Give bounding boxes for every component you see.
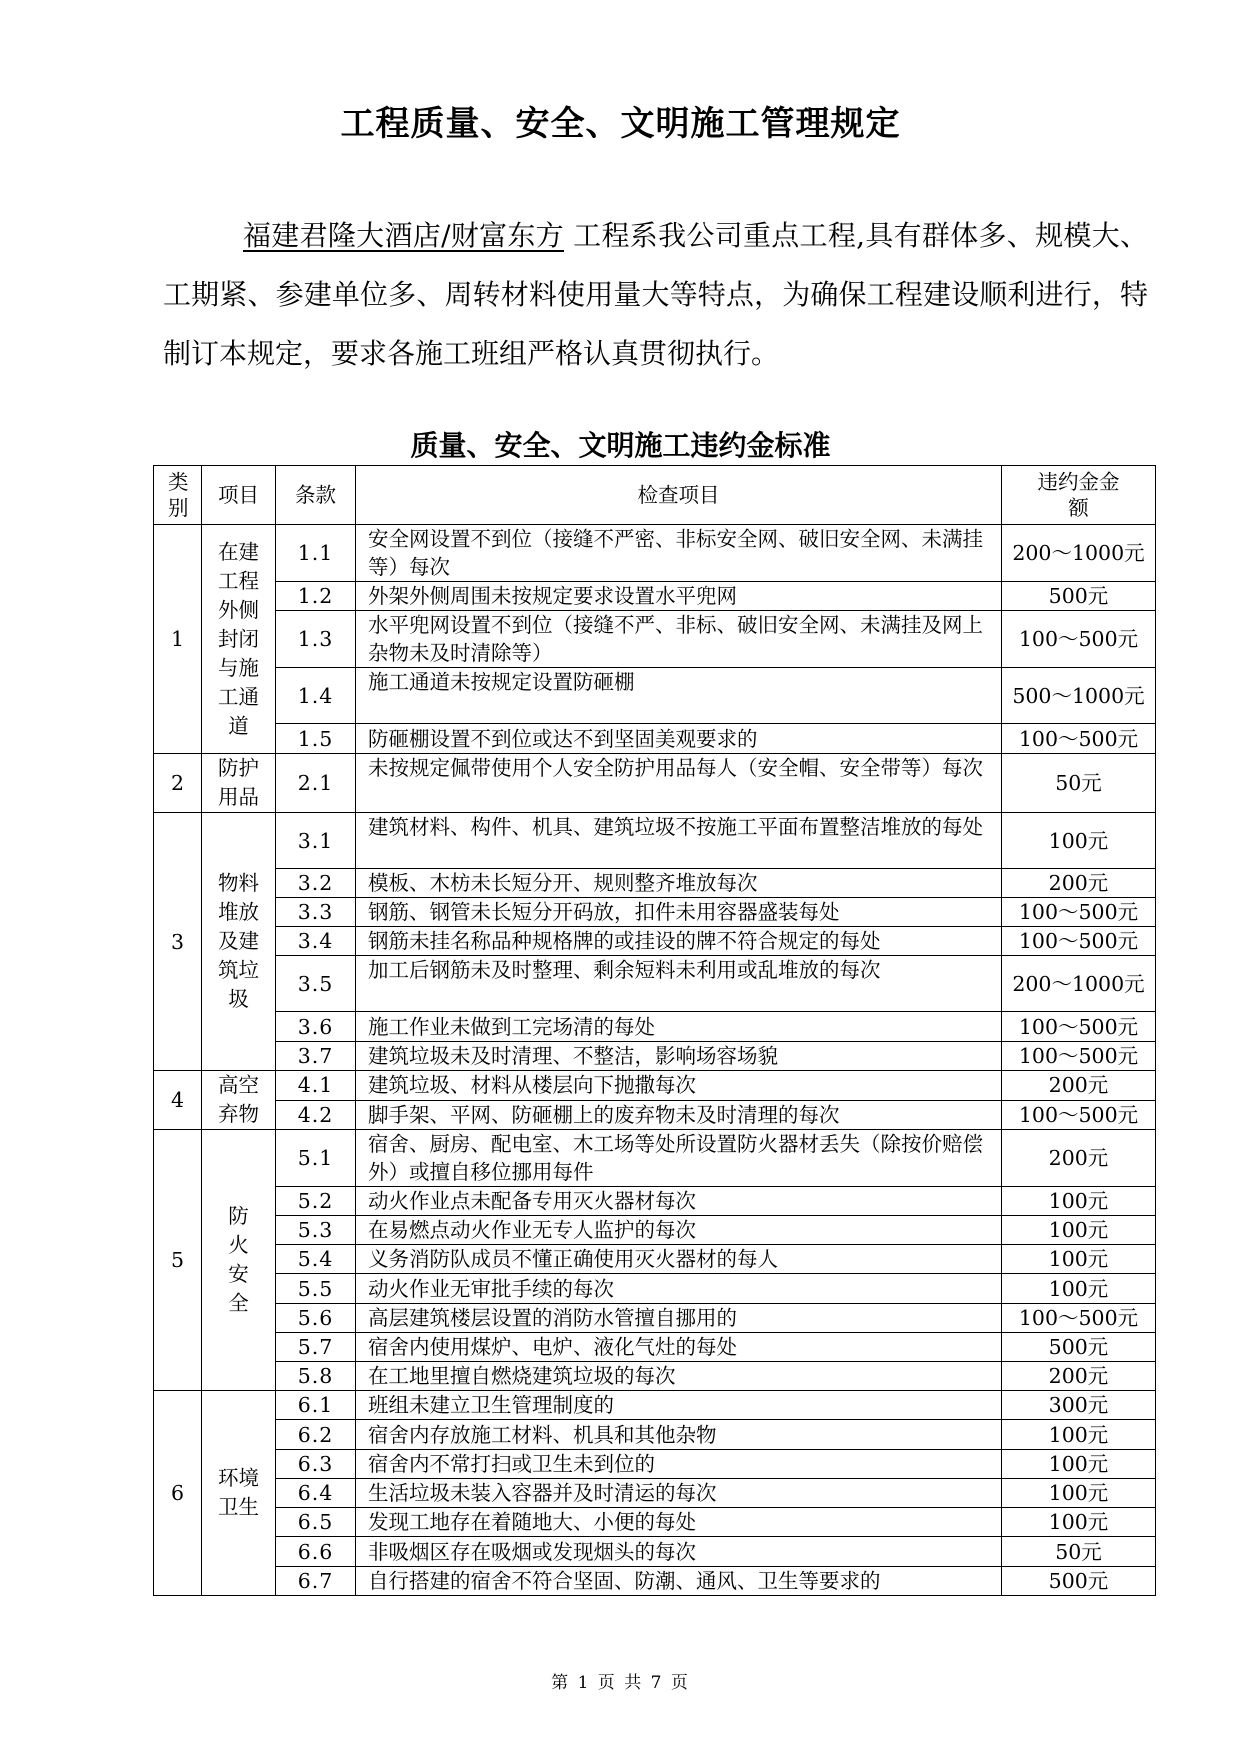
check-item: 自行搭建的宿舍不符合坚固、防潮、通风、卫生等要求的 [356, 1567, 1002, 1596]
category-number: 1 [154, 525, 202, 754]
table-row [154, 525, 1156, 582]
category-number: 2 [154, 754, 202, 813]
table-row [154, 1012, 1156, 1042]
item-name: 在建工程外侧封闭与施工通道 [202, 525, 276, 754]
table-row [154, 1391, 1156, 1420]
category-number: 6 [154, 1391, 202, 1596]
clause-number: 6.5 [276, 1508, 356, 1537]
check-item: 建筑垃圾、材料从楼层向下抛撒每次 [356, 1071, 1002, 1101]
clause-number: 3.4 [276, 927, 356, 956]
table-row [154, 898, 1156, 927]
clause-number: 3.3 [276, 898, 356, 927]
penalty-amount: 200元 [1002, 1130, 1156, 1187]
clause-number: 4.2 [276, 1100, 356, 1130]
penalty-amount: 200～1000元 [1002, 525, 1156, 582]
table-row [154, 1537, 1156, 1567]
penalty-amount: 100元 [1002, 1216, 1156, 1245]
penalty-amount: 100～500元 [1002, 1012, 1156, 1042]
clause-number: 1.1 [276, 525, 356, 582]
check-item: 加工后钢筋未及时整理、剩余短料未利用或乱堆放的每次 [356, 956, 1002, 1012]
check-item: 防砸棚设置不到位或达不到坚固美观要求的 [356, 724, 1002, 754]
check-item: 钢筋未挂名称品种规格牌的或挂设的牌不符合规定的每处 [356, 927, 1002, 956]
clause-number: 5.4 [276, 1245, 356, 1274]
table-row [154, 1245, 1156, 1274]
clause-number: 6.1 [276, 1391, 356, 1420]
penalty-amount: 300元 [1002, 1391, 1156, 1420]
table-row [154, 1567, 1156, 1596]
table-row [154, 611, 1156, 668]
check-item: 在工地里擅自燃烧建筑垃圾的每次 [356, 1362, 1002, 1391]
table-row [154, 1130, 1156, 1187]
clause-number: 5.8 [276, 1362, 356, 1391]
table-row [154, 1304, 1156, 1333]
table-row [154, 1216, 1156, 1245]
check-item: 建筑垃圾未及时清理、不整洁，影响场容场貌 [356, 1042, 1002, 1071]
penalty-amount: 100元 [1002, 1479, 1156, 1508]
category-number: 5 [154, 1130, 202, 1391]
header-amount: 违约金金额 [1002, 466, 1156, 525]
penalty-amount: 100～500元 [1002, 724, 1156, 754]
table-row [154, 1071, 1156, 1101]
check-item: 宿舍内不常打扫或卫生未到位的 [356, 1450, 1002, 1479]
table-row [154, 1420, 1156, 1450]
clause-number: 3.2 [276, 869, 356, 898]
clause-number: 2.1 [276, 754, 356, 813]
table-row [154, 1508, 1156, 1537]
penalty-amount: 100～500元 [1002, 898, 1156, 927]
check-item: 宿舍、厨房、配电室、木工场等处所设置防火器材丢失（除按价赔偿外）或擅自移位挪用每件 [356, 1130, 1002, 1187]
table-row [154, 1042, 1156, 1071]
header-item: 项目 [202, 466, 276, 525]
clause-number: 5.7 [276, 1333, 356, 1362]
item-name: 物料堆放及建筑垃圾 [202, 813, 276, 1071]
penalty-amount: 200元 [1002, 1071, 1156, 1101]
penalty-amount: 100～500元 [1002, 1042, 1156, 1071]
penalty-amount: 50元 [1002, 754, 1156, 813]
item-name: 环境卫生 [202, 1391, 276, 1596]
table-title: 质量、安全、文明施工违约金标准 [410, 429, 831, 462]
check-item: 高层建筑楼层设置的消防水管擅自挪用的 [356, 1304, 1002, 1333]
table-row [154, 1187, 1156, 1216]
table-header-row [154, 466, 1156, 525]
clause-number: 3.5 [276, 956, 356, 1012]
clause-number: 5.1 [276, 1130, 356, 1187]
penalty-amount: 100元 [1002, 1420, 1156, 1450]
table-row [154, 754, 1156, 813]
table-row [154, 1362, 1156, 1391]
category-number: 3 [154, 813, 202, 1071]
check-item: 动火作业无审批手续的每次 [356, 1274, 1002, 1304]
clause-number: 5.6 [276, 1304, 356, 1333]
page-footer: 第 1 页 共 7 页 [551, 1673, 690, 1693]
check-item: 施工通道未按规定设置防砸棚 [356, 668, 1002, 724]
check-item: 宿舍内存放施工材料、机具和其他杂物 [356, 1420, 1002, 1450]
check-item: 外架外侧周围未按规定要求设置水平兜网 [356, 582, 1002, 611]
document-title: 工程质量、安全、文明施工管理规定 [340, 104, 901, 144]
table-row [154, 724, 1156, 754]
penalty-amount: 100元 [1002, 813, 1156, 869]
penalty-amount: 100～500元 [1002, 1100, 1156, 1130]
penalty-amount: 50元 [1002, 1537, 1156, 1567]
table-row [154, 1450, 1156, 1479]
penalty-amount: 100～500元 [1002, 611, 1156, 668]
item-name: 防火安全 [202, 1130, 276, 1391]
table-body [154, 525, 1156, 1596]
check-item: 水平兜网设置不到位（接缝不严、非标、破旧安全网、未满挂及网上杂物未及时清除等） [356, 611, 1002, 668]
clause-number: 1.2 [276, 582, 356, 611]
intro-paragraph [163, 206, 1148, 383]
penalty-amount: 500元 [1002, 1567, 1156, 1596]
header-check: 检查项目 [356, 466, 1002, 525]
clause-number: 6.2 [276, 1420, 356, 1450]
penalty-amount: 100元 [1002, 1508, 1156, 1537]
penalty-amount: 200元 [1002, 1362, 1156, 1391]
table-row [154, 813, 1156, 869]
penalty-amount: 100元 [1002, 1245, 1156, 1274]
table-row [154, 1479, 1156, 1508]
check-item: 钢筋、钢管未长短分开码放，扣件未用容器盛装每处 [356, 898, 1002, 927]
check-item: 宿舍内使用煤炉、电炉、液化气灶的每处 [356, 1333, 1002, 1362]
table-row [154, 1333, 1156, 1362]
check-item: 发现工地存在着随地大、小便的每处 [356, 1508, 1002, 1537]
item-name: 高空弃物 [202, 1071, 276, 1130]
check-item: 施工作业未做到工完场清的每处 [356, 1012, 1002, 1042]
penalty-table [153, 465, 1156, 1596]
project-name: 福建君隆大酒店/财富东方 [243, 219, 564, 252]
table-row [154, 582, 1156, 611]
table-row [154, 927, 1156, 956]
category-number: 4 [154, 1071, 202, 1130]
clause-number: 6.7 [276, 1567, 356, 1596]
header-clause: 条款 [276, 466, 356, 525]
check-item: 建筑材料、构件、机具、建筑垃圾不按施工平面布置整洁堆放的每处 [356, 813, 1002, 869]
check-item: 脚手架、平网、防砸棚上的废弃物未及时清理的每次 [356, 1100, 1002, 1130]
clause-number: 6.6 [276, 1537, 356, 1567]
check-item: 在易燃点动火作业无专人监护的每次 [356, 1216, 1002, 1245]
clause-number: 5.3 [276, 1216, 356, 1245]
table-row [154, 869, 1156, 898]
clause-number: 1.4 [276, 668, 356, 724]
clause-number: 5.5 [276, 1274, 356, 1304]
table-row [154, 668, 1156, 724]
penalty-amount: 200元 [1002, 869, 1156, 898]
table-row [154, 956, 1156, 1012]
penalty-amount: 200～1000元 [1002, 956, 1156, 1012]
penalty-amount: 100元 [1002, 1450, 1156, 1479]
penalty-amount: 100元 [1002, 1274, 1156, 1304]
header-category: 类别 [154, 466, 202, 525]
penalty-amount: 500元 [1002, 1333, 1156, 1362]
clause-number: 6.3 [276, 1450, 356, 1479]
clause-number: 1.3 [276, 611, 356, 668]
intro-text: 工程系我公司重点工程,具有群体多、规模大、工期紧、参建单位多、周转材料使用量大等特点，为确保工程建设顺利进行，特制订本规定，要求各施工班组严格认真贯彻执行。 [163, 219, 1148, 370]
check-item: 生活垃圾未装入容器并及时清运的每次 [356, 1479, 1002, 1508]
penalty-amount: 100～500元 [1002, 927, 1156, 956]
penalty-amount: 100～500元 [1002, 1304, 1156, 1333]
clause-number: 5.2 [276, 1187, 356, 1216]
clause-number: 1.5 [276, 724, 356, 754]
table-row [154, 1274, 1156, 1304]
clause-number: 3.7 [276, 1042, 356, 1071]
check-item: 班组未建立卫生管理制度的 [356, 1391, 1002, 1420]
check-item: 动火作业点未配备专用灭火器材每次 [356, 1187, 1002, 1216]
check-item: 非吸烟区存在吸烟或发现烟头的每次 [356, 1537, 1002, 1567]
clause-number: 4.1 [276, 1071, 356, 1101]
clause-number: 6.4 [276, 1479, 356, 1508]
check-item: 未按规定佩带使用个人安全防护用品每人（安全帽、安全带等）每次 [356, 754, 1002, 813]
check-item: 模板、木枋未长短分开、规则整齐堆放每次 [356, 869, 1002, 898]
clause-number: 3.6 [276, 1012, 356, 1042]
item-name: 防护用品 [202, 754, 276, 813]
check-item: 安全网设置不到位（接缝不严密、非标安全网、破旧安全网、未满挂等）每次 [356, 525, 1002, 582]
penalty-amount: 500元 [1002, 582, 1156, 611]
penalty-amount: 500～1000元 [1002, 668, 1156, 724]
check-item: 义务消防队成员不懂正确使用灭火器材的每人 [356, 1245, 1002, 1274]
penalty-amount: 100元 [1002, 1187, 1156, 1216]
table-row [154, 1100, 1156, 1130]
clause-number: 3.1 [276, 813, 356, 869]
